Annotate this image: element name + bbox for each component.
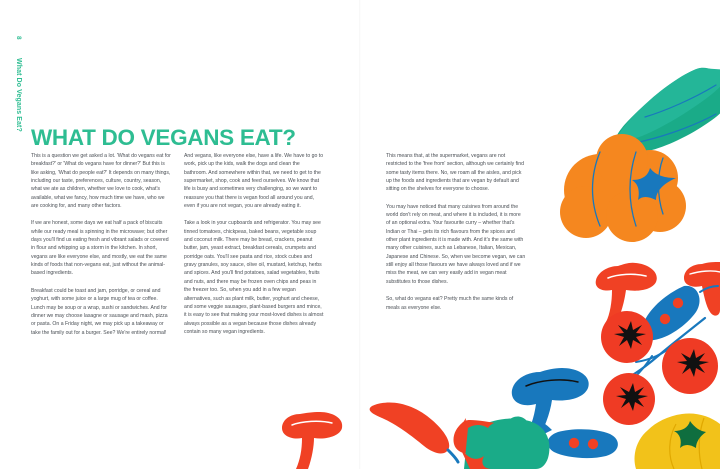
body-paragraph: This is a question we get asked a lot. 'What do vegans eat for breakfast?' or 'What do vegans have for dinner?' But this is like asking, 'What do people eat?' It depends on many things, including our taste, preferences, culture, country, season, what we ate as children, whether we love to cook, what's available, what we fancy, how much time we have, who we are cooking for, and many other factors. <box>31 153 171 210</box>
red-mushroom-right-icon <box>684 262 720 316</box>
body-column-1 <box>31 152 171 346</box>
body-paragraph: So, what do vegans eat? Pretty much the same kinds of meals as everyone else. <box>386 296 514 311</box>
blue-pea-pod-lower-icon <box>534 418 618 458</box>
red-mushroom-bottom-left-icon <box>282 412 342 469</box>
blue-pea-pod-upper-icon <box>632 286 718 352</box>
green-pepper-top-right-icon <box>616 68 720 152</box>
page-title: WHAT DO VEGANS EAT? <box>31 125 296 151</box>
page-gutter <box>359 0 361 469</box>
orange-pumpkin-icon <box>560 134 686 242</box>
body-paragraph: If we are honest, some days we eat half a pack of biscuits while our ready meal is spinning in the microwave; but other days you'll find us eating fresh and vibrant salads or covered in flour and whipping up a storm in the kitchen. In short, vegans are like everyone else, and mostly, we eat the same kinds of foods that non-vegans eat, just without the animal-based ingredients. <box>31 220 169 277</box>
running-head <box>6 16 28 246</box>
yellow-pepper-icon <box>635 413 720 469</box>
red-teal-shape-bottom-icon <box>460 417 526 469</box>
body-column-2 <box>184 152 324 345</box>
tomato-vine-cluster-icon <box>601 311 718 425</box>
chapter-wrap <box>15 58 29 178</box>
body-paragraph: Breakfast could be toast and jam, porridge, or cereal and yoghurt, with some juice or a large mug of tea or coffee. Lunch may be soup or a wrap, sushi or sandwiches. And for dinner we may choose lasagne or sausage and mash, pizza or pasta. On a Friday night, we may pick up a takeaway or take the family out for a burger. See? We're entirely normal! <box>31 287 168 336</box>
body-column-3 <box>386 152 526 321</box>
teal-blob-lower-icon <box>468 419 549 469</box>
body-paragraph: This means that, at the supermarket, vegans are not restricted to the 'free from' section, although we certainly find some tasty items there. No, we roam all the aisles, and pick up the foods and ingredients that are vegan by default and sitting on the shelves for everyone to choose. <box>386 153 524 193</box>
body-paragraph: And vegans, like everyone else, have a life. We have to go to work, pick up the kids, walk the dogs and clean the bathroom. And somewhere within that, we need to get to the supermarket, shop, cook and feed ourselves. We know that life is busy and sometimes very challenging, so we want to reassure you that there is vegan food all around you and, even if you are not vegan, you are already eating it. <box>184 153 324 210</box>
folio-wrap <box>15 36 29 52</box>
red-leaf-with-teal-icon <box>453 420 516 466</box>
chapter-title-vertical: What Do Vegans Eat? <box>15 58 22 132</box>
red-chilli-pepper-icon <box>370 402 458 462</box>
body-paragraph: You may have noticed that many cuisines from around the world don't rely on meat, and where it is included, it is more of an optional extra. Your favourite curry – whether that's Indian or Thai – gets its rich flavours from the spices and other plant ingredients it is made with. And it's the same with many other cuisines, such as Lebanese, Italian, Mexican, Japanese and Chinese. So, when we become vegan, we can still enjoy all those flavours we have always loved and if we miss the meat, we can very easily add in vegan meat substitutes to those dishes. <box>386 203 526 285</box>
blue-mushroom-icon <box>512 368 589 446</box>
body-paragraph: Take a look in your cupboards and refrigerator. You may see tinned tomatoes, chickpeas, baked beans, vegetable soup and coconut milk. There may be bread, crackers, peanut butter, jam, yeast extract, breakfast cereals, crumpets and porridge oats. You'll see pasta and rice, stock cubes and gravy granules, soy sauce, olive oil, mustard, ketchup, herbs and spices. And you'll find potatoes, salad vegetables, fruits and nuts, and there may be frozen oven chips and peas in the freezer too. So, when you add in a few vegan alternatives, such as plant milk, butter, yoghurt and cheese, and some veggie sausages, plant-based burgers and mince, it is easy to see that making your most-loved dishes is almost always possible as a vegan because those dishes already contain so many vegan ingredients. <box>184 220 324 335</box>
red-mushroom-upper-icon <box>596 263 657 328</box>
page-number: 8 <box>15 36 22 40</box>
